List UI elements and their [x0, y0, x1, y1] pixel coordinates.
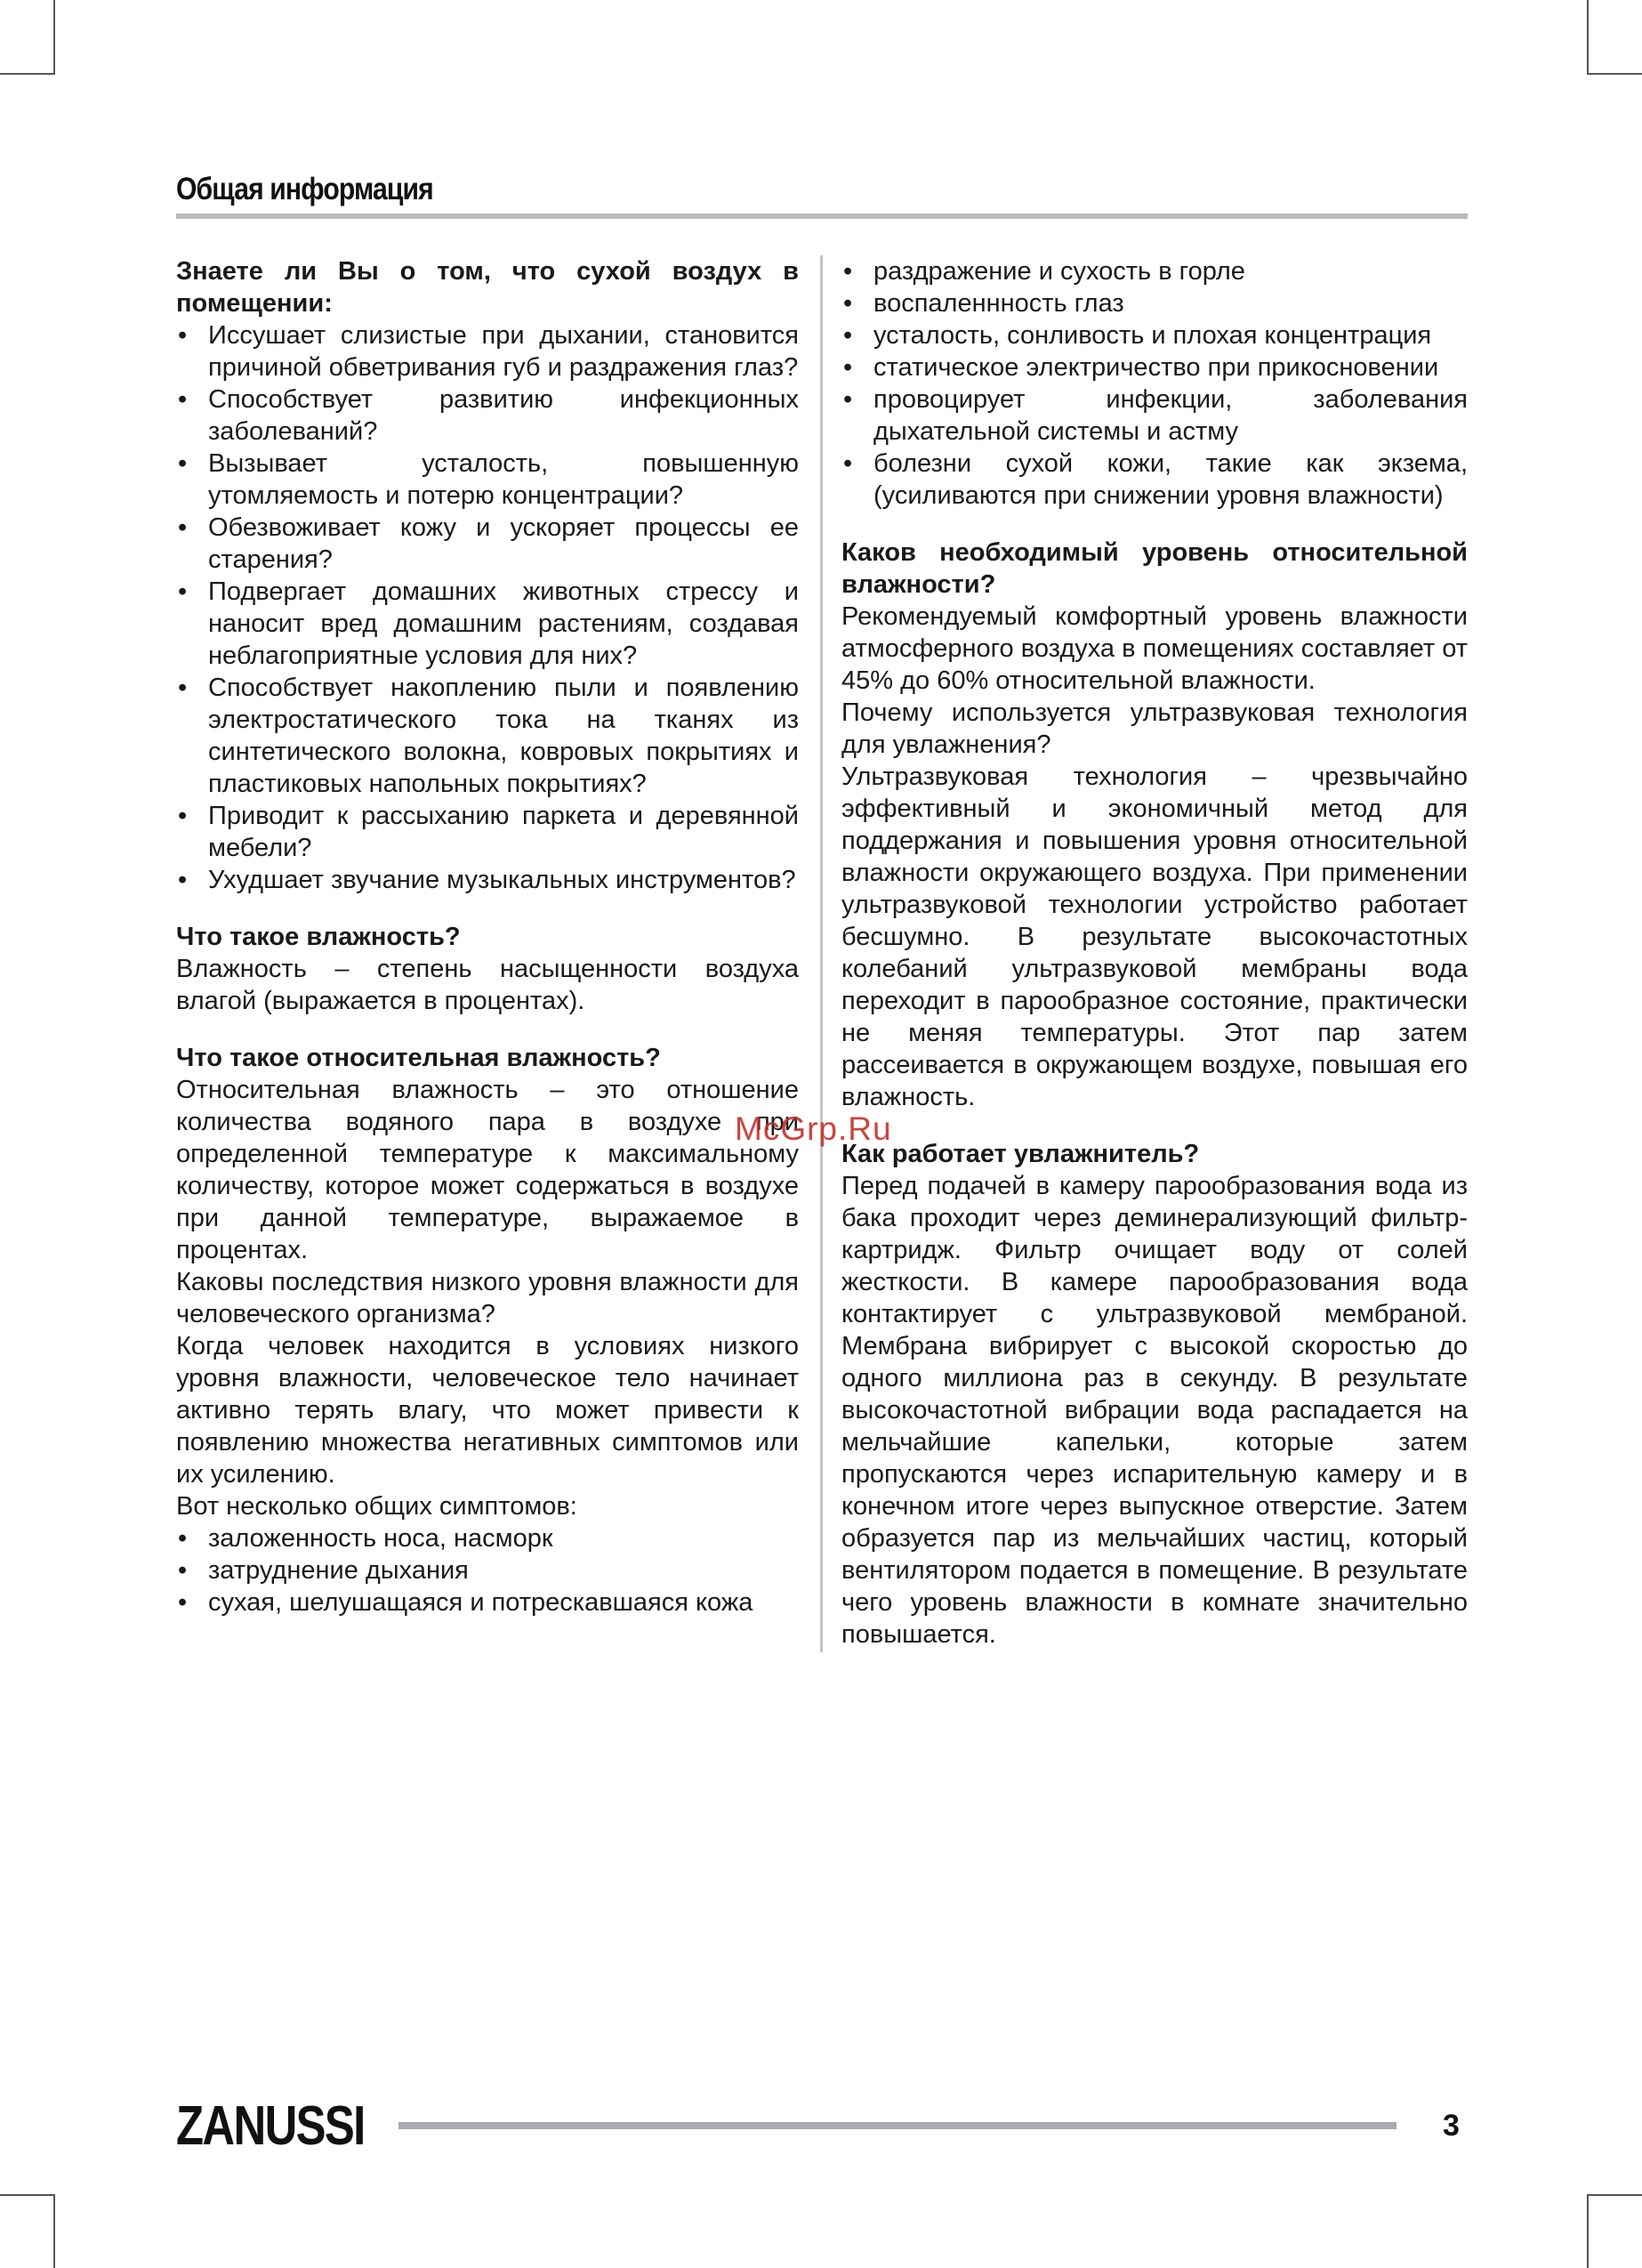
section-heading: Что такое влажность?: [176, 923, 461, 951]
paragraph: Каковы последствия низкого уровня влажности для человеческого организма?: [176, 1268, 799, 1328]
page-number: 3: [1443, 2109, 1460, 2143]
section-heading: Что такое относительная влажность?: [176, 1044, 661, 1072]
crop-mark: [1587, 2195, 1589, 2268]
list-item: • Способствует накоплению пыли и появлению электростатического тока на тканях из синтетического волокна, ковровых покрытиях и пластиковых напольных покрытиях?: [176, 672, 799, 800]
paragraph: Вот несколько общих симптомов:: [176, 1492, 577, 1521]
paragraph: Когда человек находится в условиях низкого уровня влажности, человеческое тело начинает активно терять влагу, что может привести к появлению множества негативных симптомов или их усилению.: [176, 1332, 799, 1489]
list-item: • Иссушает слизистые при дыхании, становится причиной обветривания губ и раздражения глаз?: [176, 319, 799, 383]
symptoms-list-continued: [841, 255, 1468, 512]
brand-logo: ZANUSSI: [176, 2095, 365, 2157]
watermark: McGrp.Ru: [735, 1110, 892, 1147]
paragraph: Ультразвуковая технология – чрезвычайно эффективный и экономичный метод для поддержания и повышения уровня относительной влажности окружающего воздуха. При применении ультразвуковой технологии устройство работает бесшумно. В результате высокочастотных колебаний ультразвуковой мембраны вода переходит в парообразное состояние, практически не меняя температуры. Этот пар затем рассеивается в окружающем воздухе, повышая его влажность.: [841, 763, 1468, 1111]
dry-air-effects-list: [176, 319, 799, 896]
list-item: • сухая, шелушащаяся и потрескавшаяся кожа: [176, 1586, 799, 1618]
list-item: • Подвергает домашних животных стрессу и наносит вред домашним растениям, создавая неблагоприятные условия для них?: [176, 576, 799, 672]
list-item: • Ухудшает звучание музыкальных инструментов?: [176, 864, 799, 896]
crop-mark: [0, 2194, 55, 2196]
section-heading: Как работает увлажнитель?: [841, 1140, 1200, 1168]
list-item: • провоцирует инфекции, заболевания дыхательной системы и астму: [841, 383, 1468, 448]
list-item: • Обезвоживает кожу и ускоряет процессы ее старения?: [176, 512, 799, 576]
symptoms-list: [176, 1522, 799, 1618]
list-item: • Вызывает усталость, повышенную утомляемость и потерю концентрации?: [176, 448, 799, 512]
list-item: • болезни сухой кожи, такие как экзема, (усиливаются при снижении уровня влажности): [841, 448, 1468, 512]
section-heading: Каков необходимый уровень относительной влажности?: [841, 538, 1468, 599]
list-item: • усталость, сонливость и плохая концентрация: [841, 319, 1468, 351]
paragraph: Почему используется ультразвуковая технология для увлажнения?: [841, 698, 1468, 759]
paragraph: Относительная влажность – это отношение количества водяного пара в воздухе при определенной температуре к максимальному количеству, которое может содержаться в воздухе при данной температуре, выражаемое в процентах.: [176, 1076, 799, 1264]
footer-divider: [398, 2122, 1397, 2129]
paragraph: Влажность – степень насыщенности воздуха влагой (выражается в процентах).: [176, 955, 799, 1015]
paragraph: Рекомендуемый комфортный уровень влажности атмосферного воздуха в помещениях составляет от 45% до 60% относительной влажности.: [841, 602, 1468, 695]
list-item: • воспаленнность глаз: [841, 287, 1468, 319]
crop-mark: [1587, 0, 1589, 73]
list-item: • статическое электричество при прикосновении: [841, 351, 1468, 383]
crop-mark: [0, 73, 55, 75]
crop-mark: [1587, 73, 1642, 75]
title-divider: [176, 214, 1468, 219]
crop-mark: [1587, 2194, 1642, 2196]
list-item: • Способствует развитию инфекционных заболеваний?: [176, 383, 799, 448]
right-column: [841, 255, 1468, 1651]
crop-mark: [53, 0, 55, 73]
column-divider: [820, 255, 823, 1652]
page-title: Общая информация: [176, 172, 433, 206]
crop-mark: [53, 2195, 55, 2268]
left-column: [176, 255, 799, 1618]
list-item: • раздражение и сухость в горле: [841, 255, 1468, 287]
list-item: • затруднение дыхания: [176, 1554, 799, 1586]
list-item: • Приводит к рассыханию паркета и деревянной мебели?: [176, 800, 799, 864]
paragraph: Перед подачей в камеру парообразования вода из бака проходит через деминерализующий фильтр-картридж. Фильтр очищает воду от солей жесткости. В камере парообразования вода контактирует с ультразвуковой мембраной. Мембрана вибрирует с высокой скоростью до одного миллиона раз в секунду. В результате высокочастотной вибрации вода распадается на мельчайшие капельки, которые затем пропускаются через испарительную камеру и в конечном итоге через выпускное отверстие. Затем образуется пар из мельчайших частиц, который вентилятором подается в помещение. В результате чего уровень влажности в комнате значительно повышается.: [841, 1172, 1468, 1649]
list-item: • заложенность носа, насморк: [176, 1522, 799, 1554]
section-heading: Знаете ли Вы о том, что сухой воздух в помещении:: [176, 257, 799, 318]
